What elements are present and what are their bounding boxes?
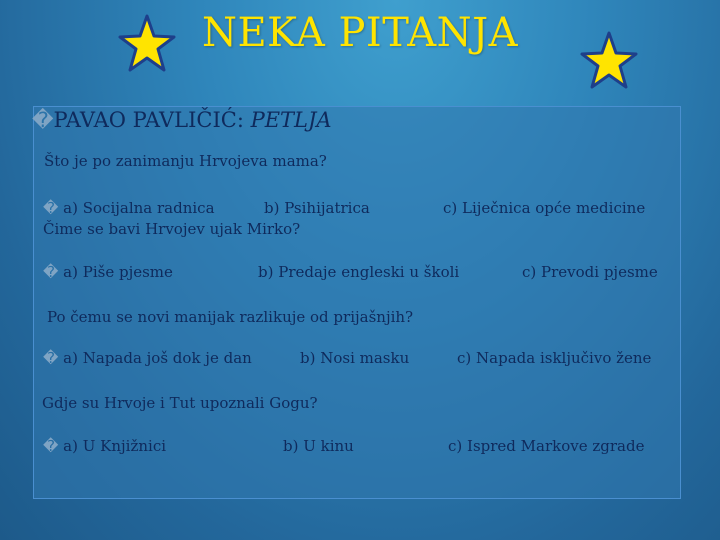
q2-answer-b: b) Predaje engleski u školi [258,263,460,281]
q3-answer-b: b) Nosi masku [300,349,410,367]
q4-answer-c: c) Ispred Markove zgrade [448,437,645,455]
slide-title: NEKA PITANJA [201,10,519,56]
q4-answer-a-text: a) U Knjižnici [63,437,167,455]
q2-answer-a [43,263,173,281]
q3-answer-c: c) Napada isključivo žene [457,349,652,367]
q2-answer-c: c) Prevodi pjesme [522,263,658,281]
question-4: Gdje su Hrvoje i Tut upoznali Gogu? [42,394,318,412]
heading-bullet-icon: � [32,108,54,132]
question-3: Po čemu se novi manijak razlikuje od prijašnjih? [47,308,414,326]
q4-answer-a [43,437,166,455]
question-1: Što je po zanimanju Hrvojeva mama? [44,152,327,170]
q3-bullet-icon: � [43,349,59,367]
q3-answer-a-text: a) Napada još dok je dan [63,349,252,367]
q1-answer-a-text: a) Socijalna radnica [63,199,215,217]
author-name: PAVAO PAVLIČIĆ: [53,108,251,132]
q1-bullet-icon: � [43,199,59,217]
book-heading [32,108,332,132]
q1-answer-b: b) Psihijatrica [264,199,370,217]
q2-answer-a-text: a) Piše pjesme [63,263,173,281]
question-2: Čime se bavi Hrvojev ujak Mirko? [43,220,301,238]
q1-answer-a [43,199,215,217]
q1-answer-c: c) Liječnica opće medicine [443,199,646,217]
q4-answer-b: b) U kinu [283,437,354,455]
q4-bullet-icon: � [43,437,59,455]
book-title: PETLJA [250,108,332,132]
q3-answer-a [43,349,252,367]
q2-bullet-icon: � [43,263,59,281]
